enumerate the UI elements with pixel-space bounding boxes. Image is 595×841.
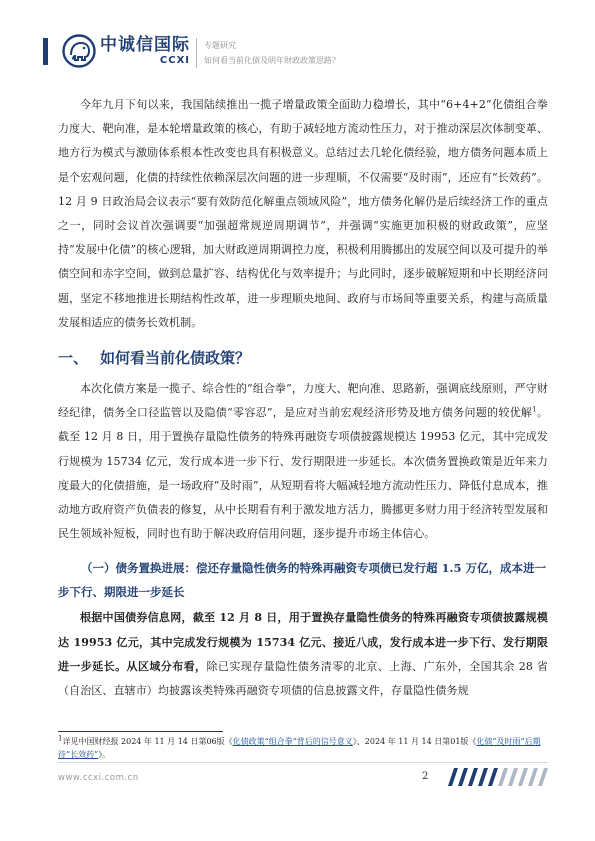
footnote-divider — [58, 731, 223, 732]
footnote-link-article-2[interactable]: 化债“及时雨”后期待“长效药” — [58, 737, 541, 759]
footnote-reference[interactable]: 1 — [532, 405, 537, 414]
intro-paragraph: 今年九月下旬以来，我国陆续推出一揽子增量政策全面助力稳增长，其中“6+4+2”化债组合拳力度大、靶向准，是本轮增量政策的核心，有助于减轻地方流动性压力，对于推动深层次体制变革、地方行为模式与激励体系根本性改变也具有积极意义。总结过去几轮化债经验，地方债务问题本质上是个宏观问题，化债的持续性依赖深层次问题的进一步理顺，不仅需要“及时雨”，还应有“长效药”。12 月 9 日政治局会议表示“要有效防范化解重点领域风险”，地方债务化解仍是后续经济工作的重点之一，同时会议首次强调要“加强超常规逆周期调节”，并强调“实施更加积极的财政政策”，应坚持“发展中化债”的核心逻辑，加大财政逆周期调控力度，积极利用腾挪出的发展空间以及可提升的举债空间和赤字空间，做到总量扩容、结构优化与效率提升；与此同时，逐步破解短期和中长期经济问题，坚定不移地推进长期结构性改革，进一步理顺央地间、政府与市场间等重要关系，构建与高质量发展相适应的债务长效机制。 — [58, 98, 548, 329]
ccxi-logo — [62, 34, 190, 68]
header-divider — [196, 38, 197, 68]
subsection-heading: （一）债务置换进展：偿还存量隐性债务的特殊再融资专项债已发行超 1.5 万亿，成本进一步下行、期限进一步延长 — [58, 561, 547, 600]
footnote-text: 》。 — [98, 750, 111, 759]
elephant-logo-icon — [62, 34, 96, 68]
section-heading — [58, 345, 548, 371]
page-header — [0, 0, 595, 75]
page-number: 2 — [422, 771, 429, 782]
header-meta — [204, 38, 340, 68]
footnote-text: 》、2024 年 11 月 14 日第01版《 — [352, 737, 477, 746]
footnote-text: 详见中国财经报 2024 年 11 月 14 日第06版《 — [62, 737, 233, 746]
footnote — [58, 735, 548, 761]
logo-chinese-name: 中诚信国际 — [100, 34, 190, 55]
bold-lead-text: 根据中国债券信息网，截至 12 月 8 日，用于置换存量隐性债务的特殊再融资专项债披露规模达 19953 亿元，其中完成发行规模为 15734 亿元、接近八成，发行成本进一步下行、发行期限进一步延长。从区域分布看， — [58, 611, 548, 673]
header-accent-bar — [43, 38, 48, 65]
logo-english-name: CCXI — [159, 54, 190, 66]
footer-divider — [58, 762, 548, 763]
report-subtitle: 如何看当前化债及明年财政政策思路？ — [204, 56, 340, 65]
footnote-marker: 1 — [58, 734, 63, 743]
section-number: 一、 — [58, 349, 89, 368]
paragraph-text: 本次化债方案是一揽子、综合性的“组合拳”，力度大、靶向准、思路新，强调底线原则，严守财经纪律，债务全口径监管以及隐债“零容忍”，是应对当前宏观经济形势及地方债务问题的较优解 — [58, 382, 548, 420]
report-category: 专题研究 — [204, 41, 236, 50]
section-paragraph — [58, 377, 548, 546]
section-title: 如何看当前化债政策？ — [100, 349, 251, 368]
paragraph-text-continued: 。截至 12 月 8 日，用于置换存量隐性债务的特殊再融资专项债披露规模达 19953 亿元，其中完成发行规模为 15734 亿元，发行成本进一步下行、发行期限进一步延长。本次债务置换政策是近年来力度最大的化债措施，是一场政府“及时雨”，从短期看将大幅减轻地方流动性压力、降低付息成本，推动地方政府资产负债表的修复，从中长期看有利于激发地方活力，腾挪更多财力用于经济转型发展和民生领域补短板，同时也有助于解决政府信用问题，逐步提升市场主体信心。 — [58, 406, 548, 541]
footnote-link-article-1[interactable]: 化债政策“组合拳”背后的信号意义 — [232, 737, 353, 746]
paragraph-text: 除已实现存量隐性债务清零的北京、上海、广东外，全国其余 28 省（自治区、直辖市）均披露该类特殊再融资专项债的信息披露文件，存量隐性债务规 — [58, 659, 548, 698]
decorative-stripes-icon — [440, 768, 550, 786]
footer-url[interactable]: www.ccxi.com.cn — [58, 773, 139, 783]
subsection-paragraph — [58, 606, 548, 703]
main-content — [58, 93, 548, 703]
